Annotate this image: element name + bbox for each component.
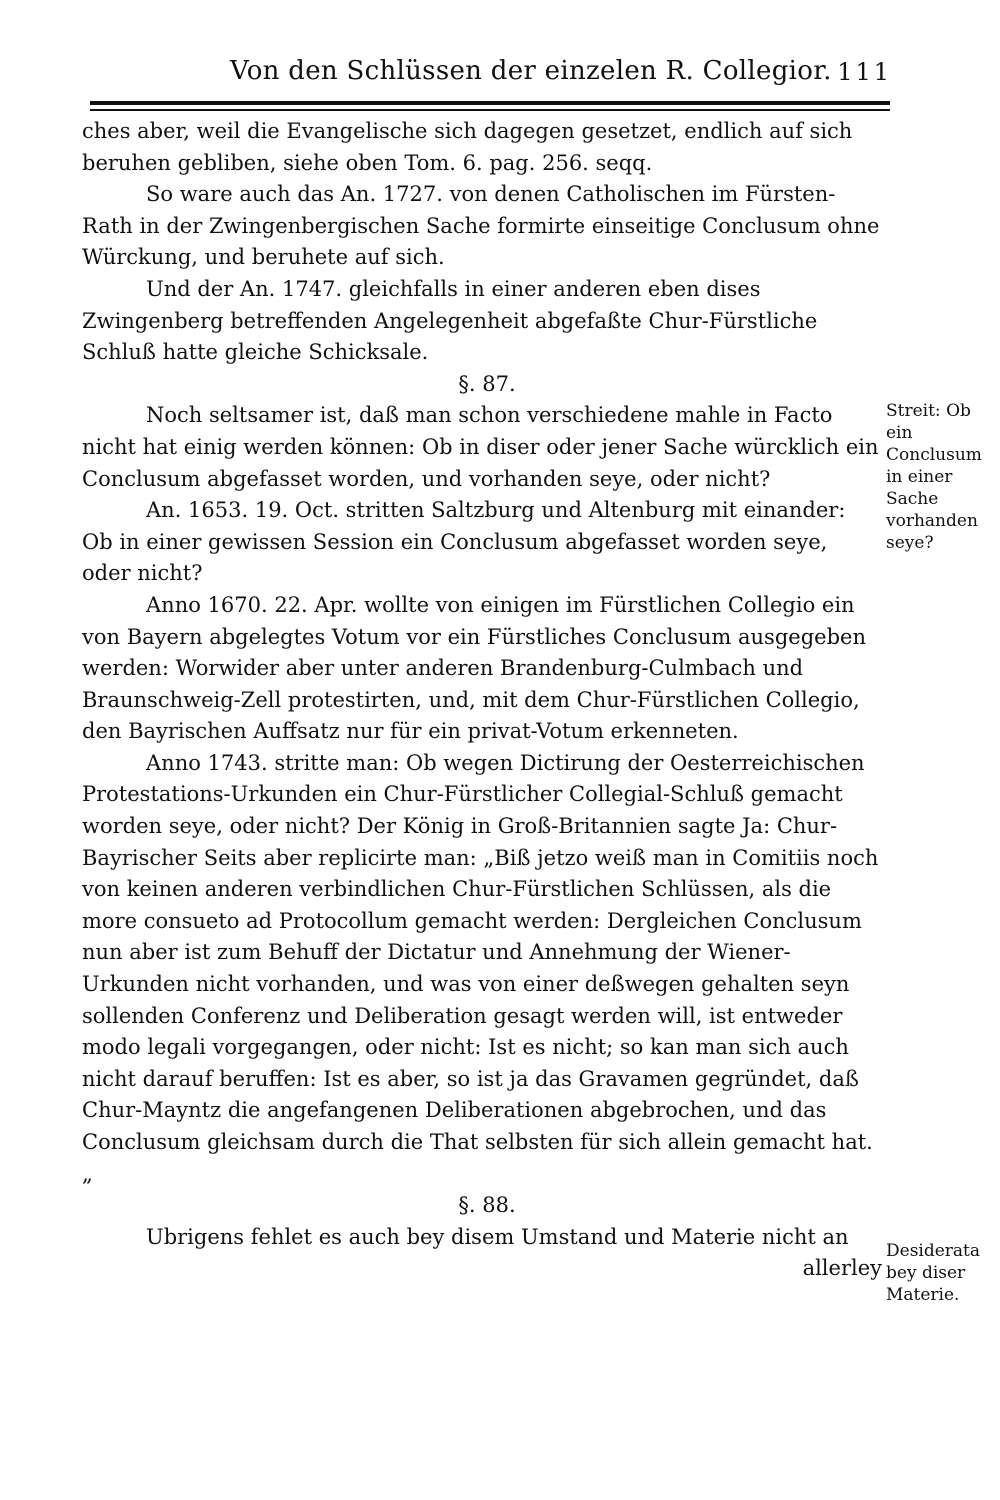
paragraph: So ware auch das An. 1727. von denen Catholischen im Fürsten-Rath in der Zwingenbergischen Sache formirte einseitige Conclusum ohne Würckung, und beruhete auf sich. xyxy=(82,182,880,270)
paragraph: Und der An. 1747. gleichfalls in einer anderen eben dises Zwingenberg betreffenden Angelegenheit abgefaßte Chur-Fürstliche Schluß hatte gleiche Schicksale. xyxy=(82,276,818,365)
section-heading: §. 88. xyxy=(458,1193,516,1218)
paragraph: Anno 1670. 22. Apr. wollte von einigen im Fürstlichen Collegio ein von Bayern abgelegtes Votum vor ein Fürstliches Conclusum ausgegeben werden: Worwider aber unter anderen Brandenburg-Culmbach und Braunschweig-Zell protestirten, und, mit dem Chur-Fürstlichen Collegio, den Bayrischen Auffsatz nur für ein privat-Votum erkenneten. xyxy=(82,592,866,744)
paragraph: An. 1653. 19. Oct. stritten Saltzburg und Altenburg mit einander: Ob in einer gewissen Session ein Conclusum abgefasset worden seye, oder nicht? xyxy=(82,498,846,586)
margin-note: Streit: Ob ein Conclusum in einer Sache vorhanden seye? xyxy=(886,401,982,553)
header-rule-thin xyxy=(90,109,890,111)
margin-note: Desiderata bey diser Materie. xyxy=(886,1241,981,1305)
paragraph: ches aber, weil die Evangelische sich dagegen gesetzet, endlich auf sich beruhen gebliben, siehe oben Tom. 6. pag. 256. seqq. xyxy=(82,119,853,175)
page-header xyxy=(80,56,892,96)
paragraph: Anno 1743. stritte man: Ob wegen Dictirung der Oesterreichischen Protestations-Urkunden ein Chur-Fürstlicher Collegial-Schluß gemacht worden seye, oder nicht? Der König in Groß-Britannien sagte Ja: Chur-Bayrischer Seits aber replicirte man: „Biß jetzo weiß man in Comitiis noch von keinen anderen verbindlichen Chur-Fürstlichen Schlüssen, als die more consueto ad Protocollum gemacht werden: Dergleichen Conclusum nun aber ist zum Behuff der Dictatur und Annehmung der Wiener-Urkunden nicht vorhanden, und was von einer deßwegen gehalten seyn sollenden Conferenz und Deliberation gesagt werden will, ist entweder modo legali vorgegangen, oder nicht: Ist es nicht; so kan man sich auch nicht darauf beruffen: Ist es aber, so ist ja das Gravamen gegründet, daß Chur-Mayntz die angefangenen Deliberationen abgebrochen, und das Conclusum gleichsam durch die That selbsten für sich allein gemacht hat.„ xyxy=(82,750,879,1186)
section-heading: §. 87. xyxy=(458,371,516,396)
main-text xyxy=(82,116,882,1285)
paragraph: Noch seltsamer ist, daß man schon verschiedene mahle in Facto nicht hat einig werden können: Ob in diser oder jener Sache würcklich ein Conclusum abgefasset worden, und vorhanden seye, oder nicht? xyxy=(82,403,879,491)
catchword: allerley xyxy=(802,1256,882,1281)
header-rule xyxy=(90,101,890,105)
paragraph: Ubrigens fehlet es auch bey disem Umstand und Materie nicht an xyxy=(146,1224,849,1249)
page-number: 111 xyxy=(837,58,892,86)
running-title: Von den Schlüssen der einzelen R. Collegior. xyxy=(230,56,832,86)
